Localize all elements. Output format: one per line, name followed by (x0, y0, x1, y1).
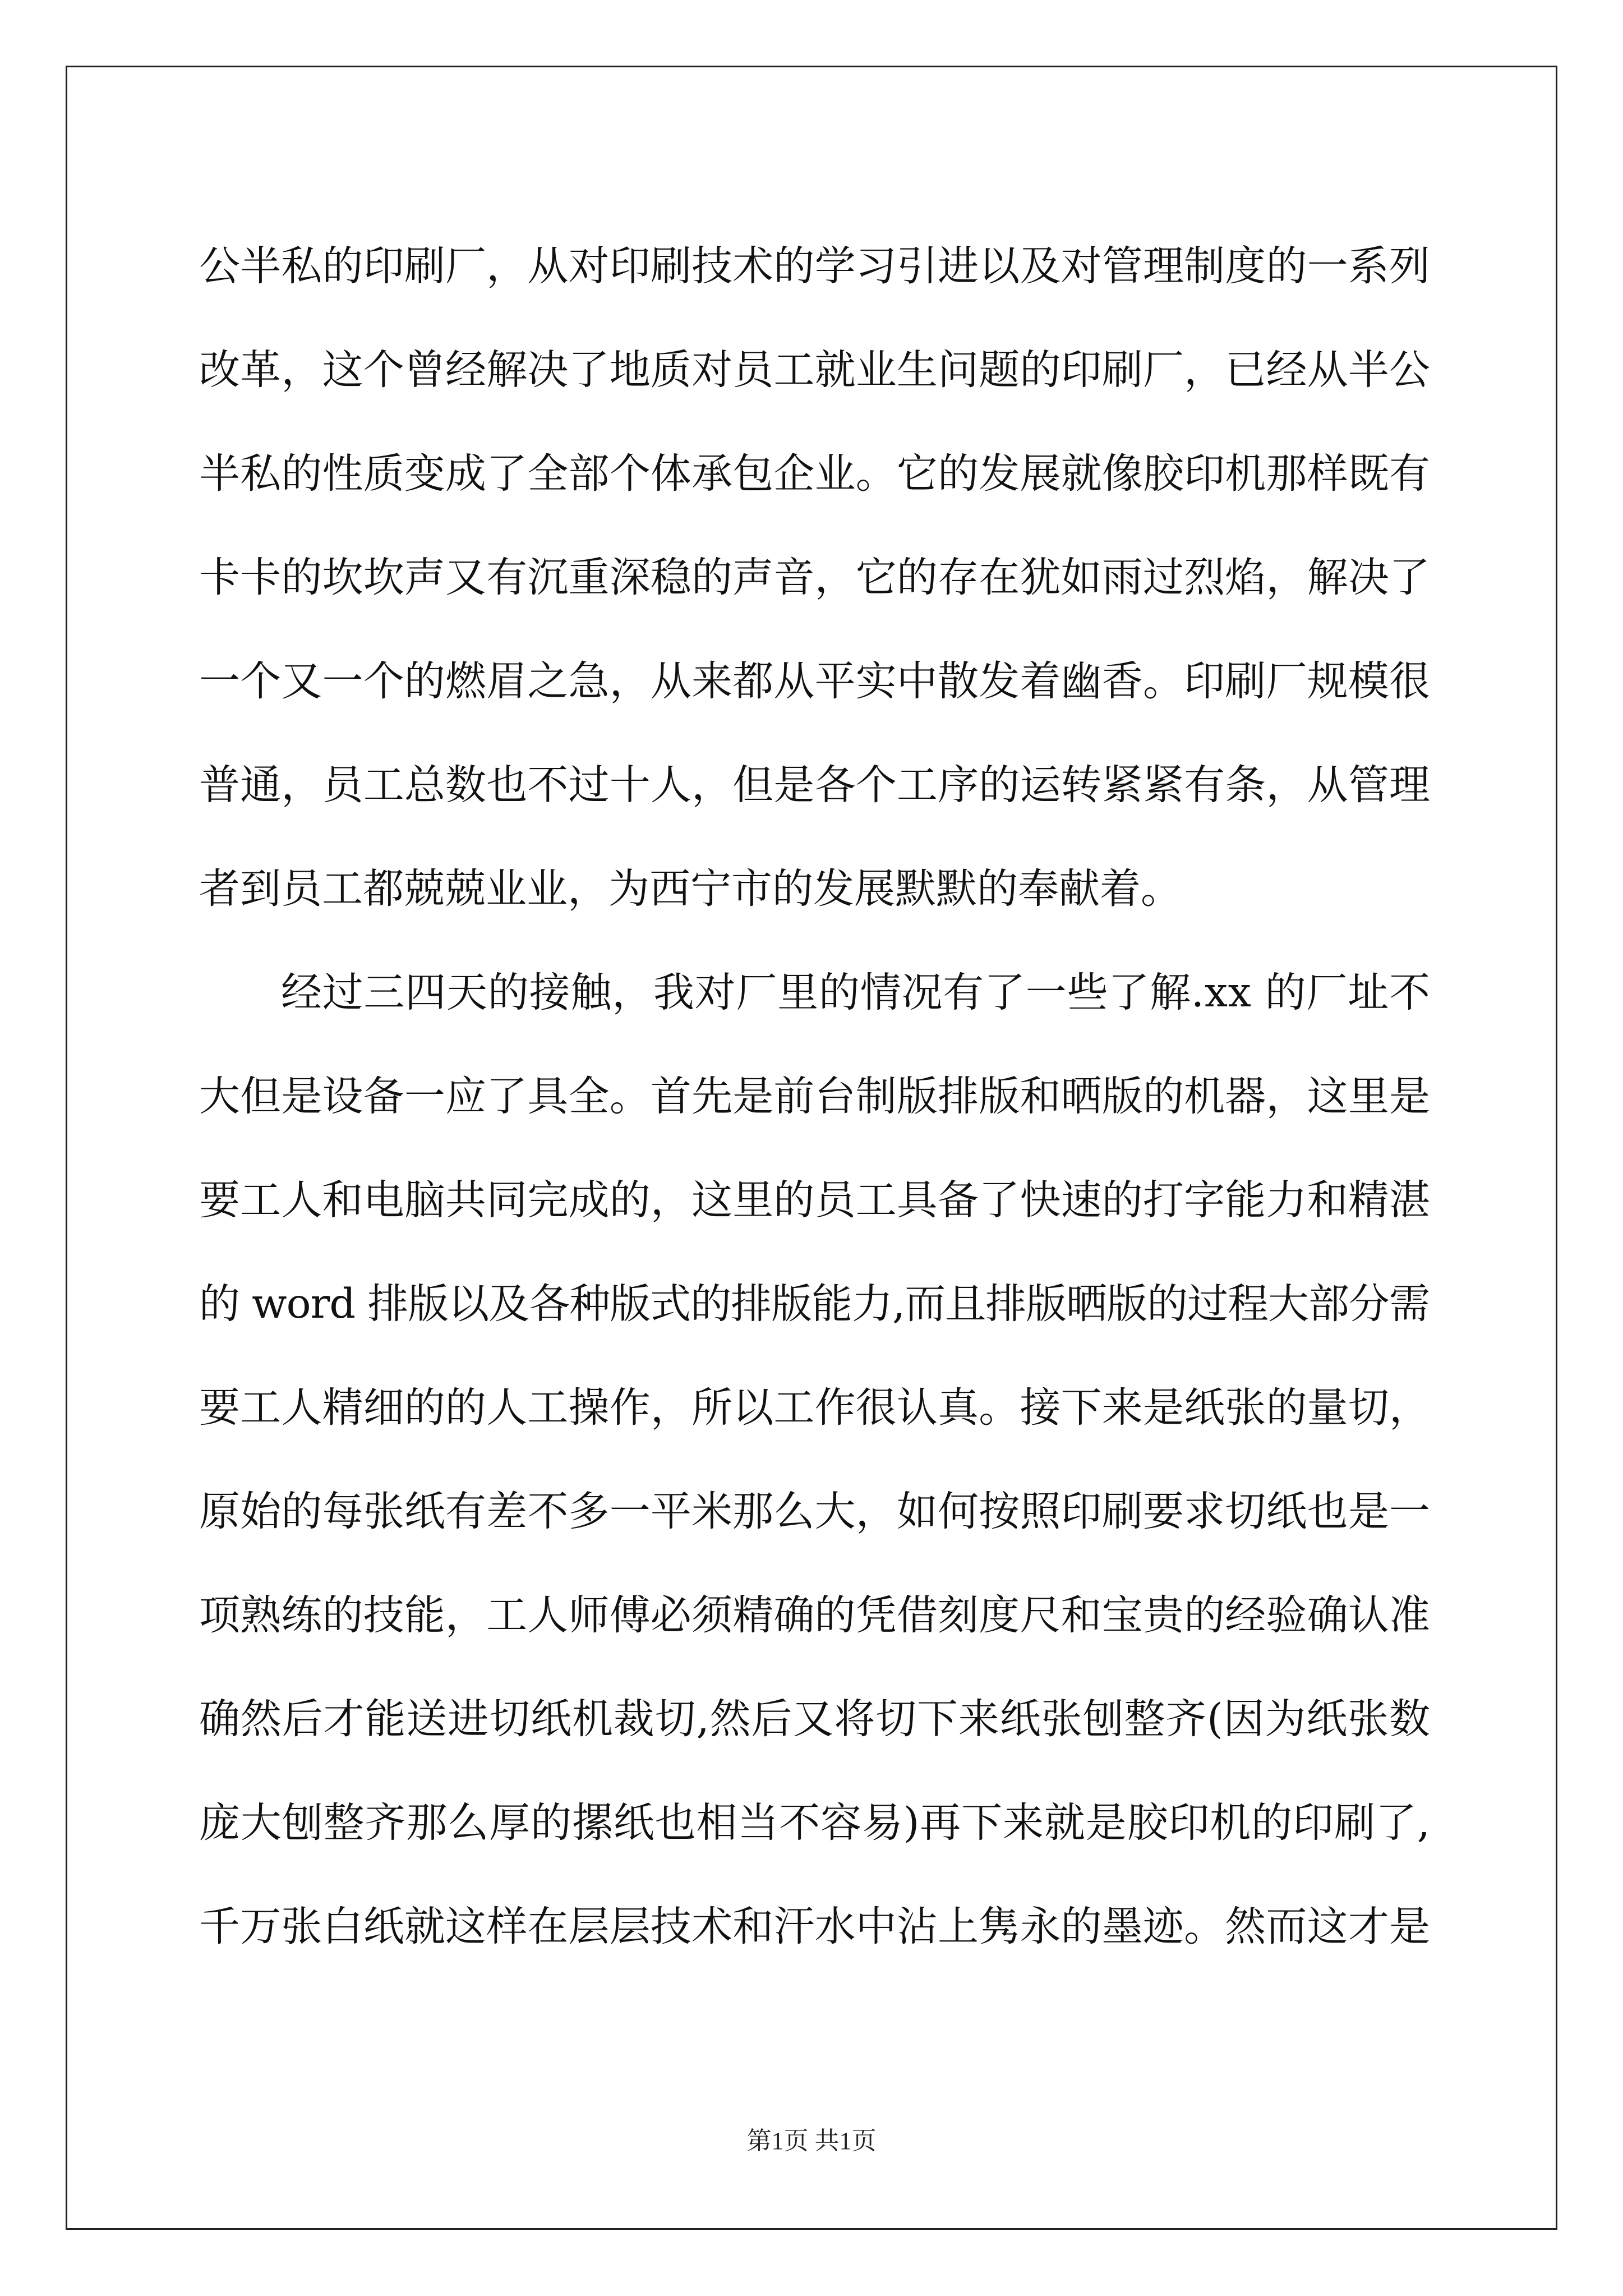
text-line: 经过三四天的接触，我对厂里的情况有了一些了解.xx 的厂址不 (281, 969, 1431, 1016)
text-line: 卡卡的坎坎声又有沉重深稳的声音，它的存在犹如雨过烈焰，解决了 (199, 554, 1431, 601)
text-line: 项熟练的技能，工人师傅必须精确的凭借刻度尺和宝贵的经验确认准 (199, 1591, 1431, 1639)
text-line: 确然后才能送进切纸机裁切,然后又将切下来纸张刨整齐(因为纸张数 (199, 1695, 1431, 1743)
text-line: 的 word 排版以及各种版式的排版能力,而且排版晒版的过程大部分需 (199, 1280, 1430, 1328)
text-line: 庞大刨整齐那么厚的摞纸也相当不容易)再下来就是胶印机的印刷了, (199, 1799, 1431, 1847)
document-body (199, 214, 1430, 1978)
text-line: 半私的性质变成了全部个体承包企业。它的发展就像胶印机那样既有 (199, 450, 1431, 498)
text-line: 改革，这个曾经解决了地质对员工就业生问题的印刷厂，已经从半公 (199, 346, 1431, 394)
text-line: 大但是设备一应了具全。首先是前台制版排版和晒版的机器，这里是 (199, 1073, 1431, 1120)
text-line: 千万张白纸就这样在层层技术和汗水中沾上隽永的墨迹。然而这才是 (199, 1903, 1431, 1950)
text-line: 原始的每张纸有差不多一平米那么大，如何按照印刷要求切纸也是一 (199, 1488, 1431, 1535)
text-line: 要工人精细的的人工操作，所以工作很认真。接下来是纸张的量切， (199, 1384, 1431, 1432)
text-line: 要工人和电脑共同完成的，这里的员工具备了快速的打字能力和精湛 (199, 1176, 1431, 1224)
text-line: 公半私的印刷厂，从对印刷技术的学习引进以及对管理制度的一系列 (199, 242, 1431, 290)
page-footer: 第1页 共1页 (746, 2127, 877, 2155)
text-line: 普通，员工总数也不过十人，但是各个工序的运转紧紧有条，从管理 (199, 761, 1431, 809)
text-line: 者到员工都兢兢业业，为西宁市的发展默默的奉献着。 (199, 865, 1182, 913)
text-line: 一个又一个的燃眉之急，从来都从平实中散发着幽香。印刷厂规模很 (199, 657, 1431, 705)
